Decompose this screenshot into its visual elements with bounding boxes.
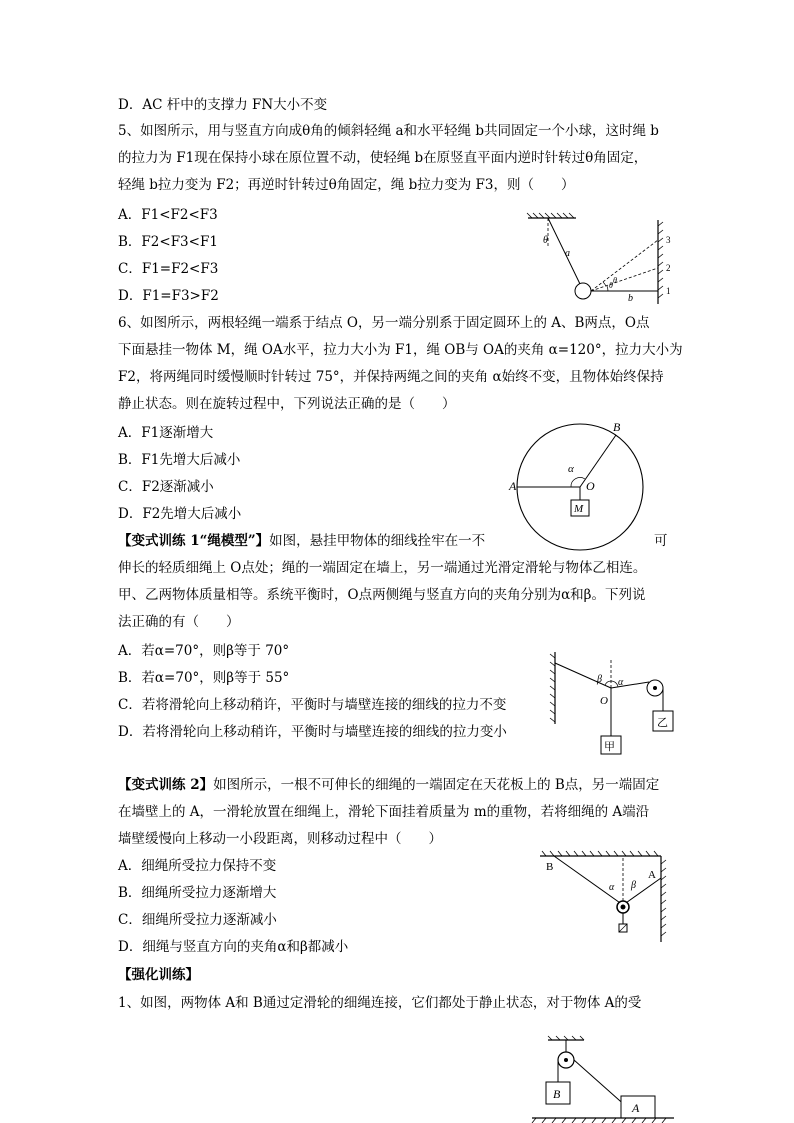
v2-option-a: A．细绳所受拉力保持不变	[118, 858, 277, 874]
v2-stem-line3: 墙壁缓慢向上移动一小段距离，则移动过程中（ ）	[118, 831, 442, 847]
v2-option-b: B．细绳所受拉力逐渐增大	[118, 885, 277, 901]
v2-stem-line1-text: 如图所示，一根不可伸长的细绳的一端固定在天花板上的 B点，另一端固定	[213, 777, 660, 793]
v2-fig-label-a: A	[648, 869, 656, 881]
reinforce-heading: 【强化训练】	[118, 967, 199, 983]
q6-option-d: D．F2先增大后减小	[118, 506, 242, 522]
q5-figure	[520, 212, 680, 304]
q5-fig-theta: θ	[543, 235, 548, 246]
v2-fig-beta: β	[631, 880, 636, 891]
v2-option-d: D．细绳与竖直方向的夹角α和β都减小	[118, 939, 349, 955]
v2-stem-line1	[118, 776, 659, 794]
q5-option-d: D．F1=F3>F2	[118, 288, 219, 304]
q5-option-a: A．F1<F2<F3	[118, 207, 218, 223]
q5-option-b: B．F2<F3<F1	[118, 234, 218, 250]
v2-fig-label-b: B	[546, 861, 554, 873]
v1-fig-alpha: α	[618, 677, 624, 688]
q6-fig-label-a: A	[509, 479, 517, 493]
v2-heading: 【变式训练 2】	[118, 777, 214, 793]
reinforce-fig-label-b: B	[553, 1087, 561, 1101]
q5-stem-line2: 的拉力为 F1现在保持小球在原位置不动，使轻绳 b在原竖直平面内逆时针转过θ角固定，	[118, 150, 648, 166]
q5-fig-theta-2: θ	[609, 281, 613, 290]
q6-option-b: B．F1先增大后减小	[118, 452, 241, 468]
v1-option-c: C．若将滑轮向上移动稍许，平衡时与墙壁连接的细线的拉力不变	[118, 697, 507, 713]
v1-option-d: D．若将滑轮向上移动稍许，平衡时与墙壁连接的细线的拉力变小	[118, 724, 507, 740]
q6-option-a: A．F1逐渐增大	[118, 425, 214, 441]
v1-stem-line1-end: 可	[654, 533, 668, 549]
q6-stem-line3: F2，将两绳同时缓慢顺时针转过 75°，并保持两绳之间的夹角 α始终不变，且物体始终保持	[118, 369, 664, 385]
q5-fig-mark-2: 2	[666, 263, 671, 273]
reinforce-fig-label-a: A	[632, 1101, 640, 1115]
v1-stem-line4: 法正确的有（ ）	[118, 614, 240, 630]
v1-option-a: A．若α=70°，则β等于 70°	[118, 643, 290, 659]
q5-fig-mark-3: 3	[666, 235, 671, 245]
reinforce-figure	[528, 1036, 678, 1123]
q6-fig-alpha: α	[568, 463, 574, 475]
v1-stem-line2: 伸长的轻质细绳上 O点处；绳的一端固定在墙上，另一端通过光滑定滑轮与物体乙相连。	[118, 560, 647, 576]
v1-figure	[545, 650, 685, 760]
v2-option-c: C．细绳所受拉力逐渐减小	[118, 912, 277, 928]
v1-fig-yi: 乙	[657, 717, 668, 729]
q6-fig-label-m: M	[574, 503, 584, 515]
v1-fig-beta: β	[597, 674, 602, 685]
q5-fig-label-a: a	[565, 248, 570, 259]
q6-fig-label-o: O	[586, 479, 595, 493]
v1-stem-line1	[118, 532, 485, 550]
v2-fig-alpha: α	[609, 882, 615, 893]
q4-option-d: D．AC 杆中的支撑力 FN大小不变	[118, 97, 328, 113]
v2-figure	[536, 850, 676, 945]
q5-stem-line1: 5、如图所示，用与竖直方向成θ角的倾斜轻绳 a和水平轻绳 b共同固定一个小球，这时绳 b	[118, 123, 659, 139]
v2-stem-line2: 在墙壁上的 A，一滑轮放置在细绳上，滑轮下面挂着质量为 m的重物，若将细绳的 A端沿	[118, 804, 650, 820]
q6-figure	[508, 418, 658, 568]
q5-fig-label-b: b	[628, 293, 633, 304]
q6-stem-line2: 下面悬挂一物体 M，绳 OA水平，拉力大小为 F1，绳 OB与 OA的夹角 α=120°，拉力大小为	[118, 342, 683, 358]
q6-fig-label-b: B	[613, 420, 621, 434]
v1-stem-line1-text: 如图，悬挂甲物体的细线拴牢在一不	[269, 533, 486, 549]
q5-fig-mark-1: 1	[666, 286, 671, 296]
q5-option-c: C．F1=F2<F3	[118, 261, 219, 277]
v1-fig-label-o: O	[600, 695, 608, 707]
v1-fig-jia: 甲	[604, 741, 615, 753]
v1-heading: 【变式训练 1“绳模型”】	[118, 533, 270, 549]
q5-stem-line3: 轻绳 b拉力变为 F2；再逆时针转过θ角固定，绳 b拉力变为 F3，则（ ）	[118, 177, 575, 193]
q6-stem-line4: 静止状态。则在旋转过程中，下列说法正确的是（ ）	[118, 396, 456, 412]
q6-option-c: C．F2逐渐减小	[118, 479, 214, 495]
v1-option-b: B．若α=70°，则β等于 55°	[118, 670, 290, 686]
q5-fig-theta-3: θ	[613, 276, 617, 285]
v1-stem-line3: 甲、乙两物体质量相等。系统平衡时，O点两侧绳与竖直方向的夹角分别为α和β。下列说	[118, 587, 646, 603]
reinforce-q1-line1: 1、如图，两物体 A和 B通过定滑轮的细绳连接，它们都处于静止状态，对于物体 A的受	[118, 995, 642, 1011]
q6-stem-line1: 6、如图所示，两根轻绳一端系于结点 O，另一端分别系于固定圆环上的 A、B两点，O点	[118, 315, 650, 331]
